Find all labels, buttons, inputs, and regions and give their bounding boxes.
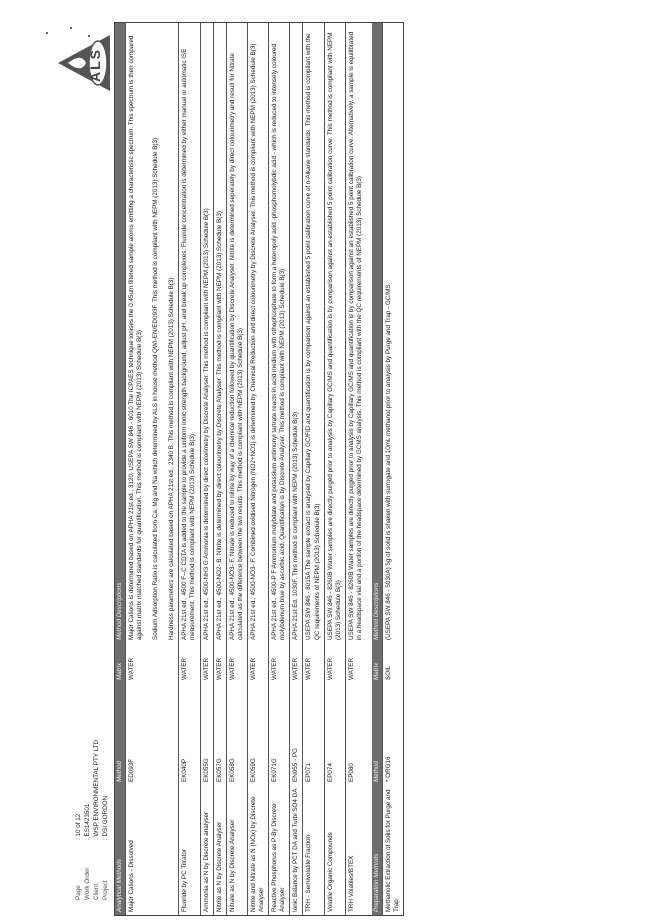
method-name: Nitrite as N by Discrete Analyser	[215, 821, 223, 912]
method-code: EP074	[326, 763, 334, 782]
method-name: Methanolic Extraction of Soils for Purge and Trap	[384, 789, 401, 912]
table-row	[345, 23, 366, 915]
method-code: EK055G	[202, 758, 210, 782]
method-name: Nitrate as N by Discrete Analyser	[228, 819, 236, 912]
header-label: Work Order	[84, 867, 91, 900]
method-description	[214, 23, 226, 643]
method-description	[325, 23, 345, 643]
method-name: Fluoride by PC Titrator	[181, 849, 189, 912]
header-label: Client	[93, 883, 100, 900]
matrix: WATER	[271, 657, 279, 680]
method-name: Ammonia as N by Discrete analyser	[202, 811, 210, 912]
table-row	[125, 23, 178, 915]
description-paragraph: Sodium Adsorption Ratio is calculated from Ca, Mg and Na which determined by ALS in house method QWI-EN/ED093F. This method is compliant with NEPM (2013) Schedule B(3)	[152, 137, 160, 640]
method-description	[179, 23, 199, 643]
method-code: EN055 - PG	[292, 748, 300, 782]
table-row	[324, 23, 345, 915]
description-paragraph: USEPA SW 846 - 8015A The sample extract is analysed by Capillary GC/FID and quantification is by comparison against an established 5 point calibration curve of n-Alkane standards. This method is compliant with the QC requirements of NEPM (2013) Schedule B(3)	[305, 33, 321, 640]
als-logo-icon	[56, 33, 112, 93]
table-row	[213, 23, 226, 915]
table-row	[178, 23, 199, 915]
description-paragraph: USEPA SW 846 - 8260B Water samples are directly purged prior to analysis by Capillary GC/MS and quantification is by comparison against an established 5 point calibration curve. Alternatively, a sample is equilibrated in a headspace vial and a portion of the headspace determined by GCMS analysis. This method is compliant with the QC requirements of NEPM (2013) Schedule B(3)	[347, 31, 363, 640]
table-row	[289, 23, 302, 915]
logo-text: ALS	[87, 48, 103, 82]
method-description	[303, 23, 323, 643]
method-code: EK059G	[249, 758, 257, 782]
als-logo-graphic	[56, 33, 112, 93]
method-description	[346, 23, 366, 643]
description-paragraph: (USEPA SW 846 - 5030A) 5g of solid is shaken with surrogate and 10mL methanol prior to analysis by Purge and Trap - GC/MS.	[384, 282, 392, 640]
matrix: WATER	[215, 657, 223, 680]
table-row	[200, 23, 213, 915]
column-header: Matrix	[116, 662, 123, 680]
matrix: WATER	[181, 657, 189, 680]
method-name: Major Cations - Dissolved	[128, 840, 135, 912]
method-code: EP071	[305, 763, 313, 782]
column-header: Method	[116, 760, 123, 782]
method-code: * ORG16	[384, 756, 392, 782]
method-description	[201, 23, 213, 643]
method-description	[290, 23, 302, 643]
header-value: : WSP ENVIRONMENTAL PTY LTD	[93, 739, 100, 840]
analytical-header-band	[115, 23, 125, 915]
description-paragraph: APHA 21st ed., 4500-NO2- B. Nitrite is determined by direct colourimetry by Discrete Analyser. This method is compliant with NEPM (2013) Schedule B(3)	[215, 211, 223, 640]
header-label: Project	[102, 880, 109, 900]
matrix: WATER	[128, 657, 135, 680]
matrix: WATER	[326, 657, 334, 680]
matrix: WATER	[347, 657, 355, 680]
matrix: WATER	[228, 657, 236, 680]
header-row-project	[101, 740, 110, 900]
matrix: WATER	[305, 657, 313, 680]
matrix: SOIL	[384, 665, 392, 680]
column-header: Analytical Methods	[116, 859, 123, 912]
method-code: EP080	[347, 763, 355, 782]
header-row-client	[92, 740, 101, 900]
column-header: Method	[372, 760, 380, 782]
description-paragraph: Major Cations is determined based on APHA 21st ed., 3120; USEPA SW 846 - 6010 The ICPAES technique ionises the 0.45um filtered sample atoms emitting a characteristic spectrum. This spectrum is then compared against matrix matched standards for quantification. This method is compliant with NEPM (2013) Schedule B(3)	[128, 35, 144, 640]
header-value: : DSI GORDON	[102, 795, 109, 840]
preparation-header-band	[372, 23, 382, 915]
method-description	[126, 23, 178, 643]
method-name: TRH Volatiles/BTEX	[347, 855, 355, 912]
description-paragraph: APHA 21st ed., 4500-NH3 G Ammonia is determined by direct colorimetry by Discrete Analyser. This method is compliant with NEPM (2013) Schedule B(3)	[202, 208, 210, 640]
method-name: Reactive Phosphorus as P-By Discrete Analyser	[271, 803, 287, 912]
method-code: EK071G	[271, 758, 279, 782]
method-description	[248, 23, 268, 643]
header-row-page	[74, 740, 83, 900]
table-row	[302, 23, 323, 915]
method-name: Ionic Balance by PCT DA and Turbi SO4 DA	[292, 788, 300, 912]
description-paragraph: APHA 21st ed., 4500-NO3- F. Combined oxidised Nitrogen (NO2+NO3) is determined by Chemical Reduction and direct colourimetry by Discrete Analyser. This method is compliant with NEPM (2013) Schedule B(3)	[249, 43, 257, 640]
method-description	[269, 23, 289, 643]
table-row	[268, 23, 289, 915]
document-header	[74, 740, 110, 900]
matrix: WATER	[249, 657, 257, 680]
description-paragraph: APHA 21st ed., 4500 F--C CDTA is added to the sample to provide a uniform ionic strength background, adjust pH, and break up complexes. Fluoride concentration is determined by either manual or automatic ISE measurement. This method is compliant with NEPM (2013) Schedule B(3)	[181, 48, 197, 640]
method-name: TRH - Semivolatile Fraction	[305, 835, 313, 912]
method-name: Volatile Organic Compounds	[326, 832, 334, 912]
method-name: Nitrite and Nitrate as N (NOx) by Discrete Analyser	[249, 796, 266, 912]
column-header: Preparation Methods	[372, 853, 380, 912]
header-label: Page	[75, 885, 82, 900]
method-description	[227, 23, 247, 643]
matrix: WATER	[292, 657, 300, 680]
table-row	[382, 23, 403, 915]
description-paragraph: APHA 21st Ed. 1030F. This method is compliant with NEPM (2013) Schedule B(3)	[292, 411, 300, 640]
column-header: Method Descriptions	[372, 582, 380, 640]
table-row	[247, 23, 268, 915]
matrix: WATER	[202, 657, 210, 680]
description-paragraph: APHA 21st ed., 4500-P F Ammonium molybdate and potassium antimonyl tartrate reacts in acid medium with othophosphate to form a heteropoly acid -phosphomolybdic acid - which is reduced to intensely coloured molybdenum blue by ascorbic acid. Quantification is by Discrete Analyser. This method is compliant with NEPM (2013) Schedule B(3)	[271, 44, 287, 640]
methods-table	[114, 22, 404, 916]
method-code: ED093F	[128, 758, 135, 782]
column-header: Matrix	[372, 662, 380, 680]
description-paragraph: APHA 21st ed., 4500-NO3- F. Nitrate is reduced to nitrite by way of a chemical reduction followed by quantification by Discrete Analyser. Nitrite is determined seperately by direct colourimetry and result for Nitrate calculated as the difference between the two results. This method is compliant with NEPM (2013) Schedule B(3)	[228, 53, 244, 640]
header-value: : 10 of 12	[75, 813, 82, 840]
column-header: Method Descriptions	[116, 582, 123, 640]
method-code: EK040P	[181, 758, 189, 782]
scan-speck	[46, 32, 48, 34]
method-description	[383, 23, 403, 643]
method-code: EK057G	[215, 758, 223, 782]
scan-speck	[70, 27, 72, 29]
description-paragraph: Hardness parameters are calculated based on APHA 21st ed., 2340 B. This method is compliant with NEPM (2013) Schedule B(3)	[168, 277, 176, 640]
header-value: : ES1423501	[84, 803, 91, 840]
description-paragraph: USEPA SW 846 - 8260B Water samples are directly purged prior to analysis by Capillary GC/MS and quantification is by comparison against an established 5 point calibration curve. This method is compliant with NEPM (2013) Schedule B(3)	[326, 32, 342, 640]
analytical-rows	[125, 23, 366, 915]
method-code: EK058G	[228, 758, 236, 782]
table-row	[226, 23, 247, 915]
header-row-workorder	[83, 740, 92, 900]
preparation-rows	[382, 23, 403, 915]
